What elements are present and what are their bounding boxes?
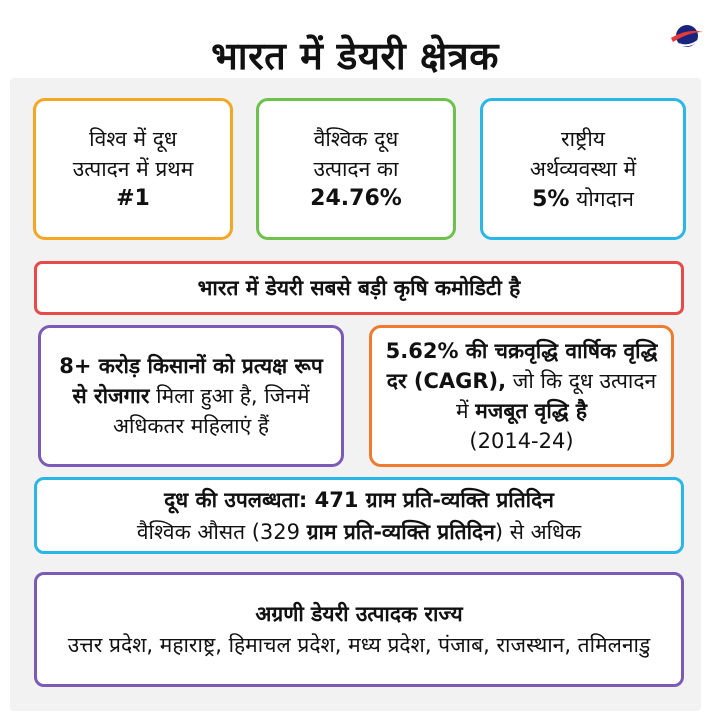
cagr-strong: मजबूत वृद्धि है [475,399,588,423]
farmers-card [38,325,344,467]
milk-availability-card [34,477,684,554]
milk-headline: दूध की उपलब्धता: 471 ग्राम प्रति-व्यक्ति प्रतिदिन [164,487,554,512]
banner-text: भारत में डेयरी सबसे बड़ी कृषि कमोडिटी है [197,276,521,300]
leading-states-card [34,572,684,687]
cagr-card [369,325,674,467]
page-title: भारत में डेयरी क्षेत्रक [211,34,499,78]
stat-line: विश्व में दूध [89,127,177,151]
states-heading: अग्रणी डेयरी उत्पादक राज्य [255,601,463,626]
milk-comparison [137,516,581,548]
stat-value: #1 [116,186,150,211]
cagr-text [384,336,659,426]
farmers-rest: मिला हुआ है, जिनमें अधिकतर महिलाएं हैं [112,384,310,438]
cagr-period: (2014-24) [469,429,574,453]
stat-value: 24.76% [310,186,402,211]
stat-line: वैश्विक दूध [313,127,399,151]
cagr-mid: जो कि दूध उत्पादन में [455,369,657,423]
stat-line: उत्पादन का [313,157,399,181]
farmers-bold: 8+ करोड़ किसानों को प्रत्यक्ष रूप से रोजगार [59,354,323,408]
farmers-text [53,351,329,441]
states-list: उत्तर प्रदेश, महाराष्ट्र, हिमाचल प्रदेश, मध्य प्रदेश, पंजाब, राजस्थान, तमिलनाडु [67,632,651,657]
stat-card-milk-rank [33,98,233,240]
stat-card-economy-share [480,98,686,240]
cagr-bold: 5.62% की चक्रवृद्धि वार्षिक वृद्धि दर (CAGR), [385,339,658,393]
stat-line: उत्पादन में प्रथम [72,157,194,181]
title-container [10,30,700,82]
stat-line: अर्थव्यवस्था में [529,156,637,181]
stat-line: राष्ट्रीय [561,126,605,151]
dairy-commodity-banner [34,261,684,315]
stat-value-row [532,184,634,215]
stat-value-suffix: योगदान [576,186,634,211]
milk-pre: वैश्विक औसत (329 [136,519,300,544]
stat-value: 5% [532,186,570,212]
milk-post: ) से अधिक [494,519,582,544]
milk-bold: ग्राम प्रति-व्यक्ति प्रतिदिन [306,519,495,544]
stat-card-global-share [256,98,456,240]
